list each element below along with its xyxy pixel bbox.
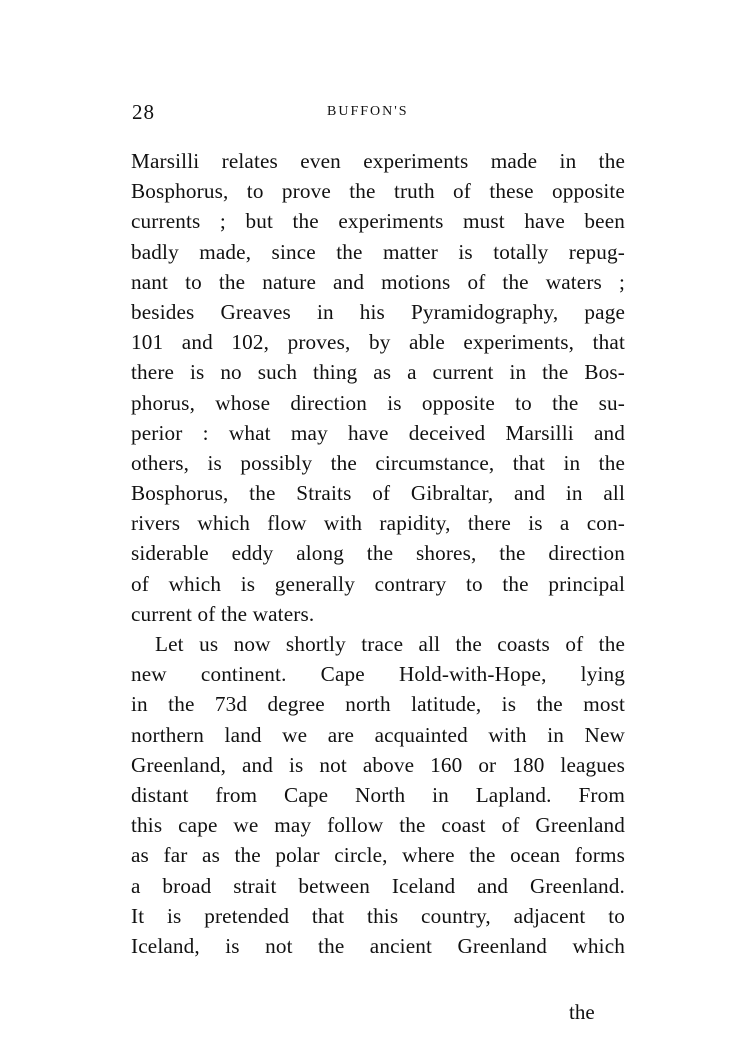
text-line: northern land we are acquainted with in New <box>131 722 625 747</box>
text-line: siderable eddy along the shores, the direction <box>131 541 625 566</box>
paragraph <box>131 629 625 961</box>
text-line: besides Greaves in his Pyramidography, page <box>131 299 625 324</box>
text-line: Iceland, is not the ancient Greenland which <box>131 933 625 958</box>
text-line: Let us now shortly trace all the coasts of the <box>155 632 625 656</box>
text-line: as far as the polar circle, where the ocean forms <box>131 843 625 868</box>
text-line: Marsilli relates even experiments made in the <box>131 149 625 173</box>
text-line: in the 73d degree north latitude, is the most <box>131 692 625 717</box>
text-line: of which is generally contrary to the principal <box>131 571 625 596</box>
text-line: nant to the nature and motions of the waters ; <box>131 269 625 294</box>
text-line: Bosphorus, to prove the truth of these opposite <box>131 179 625 204</box>
text-line: this cape we may follow the coast of Greenland <box>131 813 625 838</box>
text-line: Greenland, and is not above 160 or 180 leagues <box>131 752 625 777</box>
text-line: Bosphorus, the Straits of Gibraltar, and in all <box>131 481 625 506</box>
text-line: phorus, whose direction is opposite to the su- <box>131 390 625 415</box>
text-line: 101 and 102, proves, by able experiments, that <box>131 330 625 355</box>
text-line: a broad strait between Iceland and Greenland. <box>131 873 625 898</box>
text-line: badly made, since the matter is totally repug- <box>131 239 625 264</box>
running-head: BUFFON'S <box>327 104 409 119</box>
text-line: current of the waters. <box>131 601 315 626</box>
page-header <box>132 100 626 130</box>
text-line: currents ; but the experiments must have been <box>131 209 625 234</box>
text-line: distant from Cape North in Lapland. From <box>131 782 625 807</box>
text-line: new continent. Cape Hold-with-Hope, lying <box>131 662 625 687</box>
text-line: there is no such thing as a current in the Bos- <box>131 360 625 385</box>
catchword: the <box>569 1000 595 1024</box>
page-number: 28 <box>132 100 155 124</box>
text-line: perior : what may have deceived Marsilli and <box>131 420 625 445</box>
text-line: others, is possibly the circumstance, that in the <box>131 450 625 475</box>
paragraph <box>131 146 625 629</box>
text-line: rivers which flow with rapidity, there is a con- <box>131 511 625 536</box>
body-text <box>131 146 625 961</box>
text-line: It is pretended that this country, adjacent to <box>131 903 625 928</box>
